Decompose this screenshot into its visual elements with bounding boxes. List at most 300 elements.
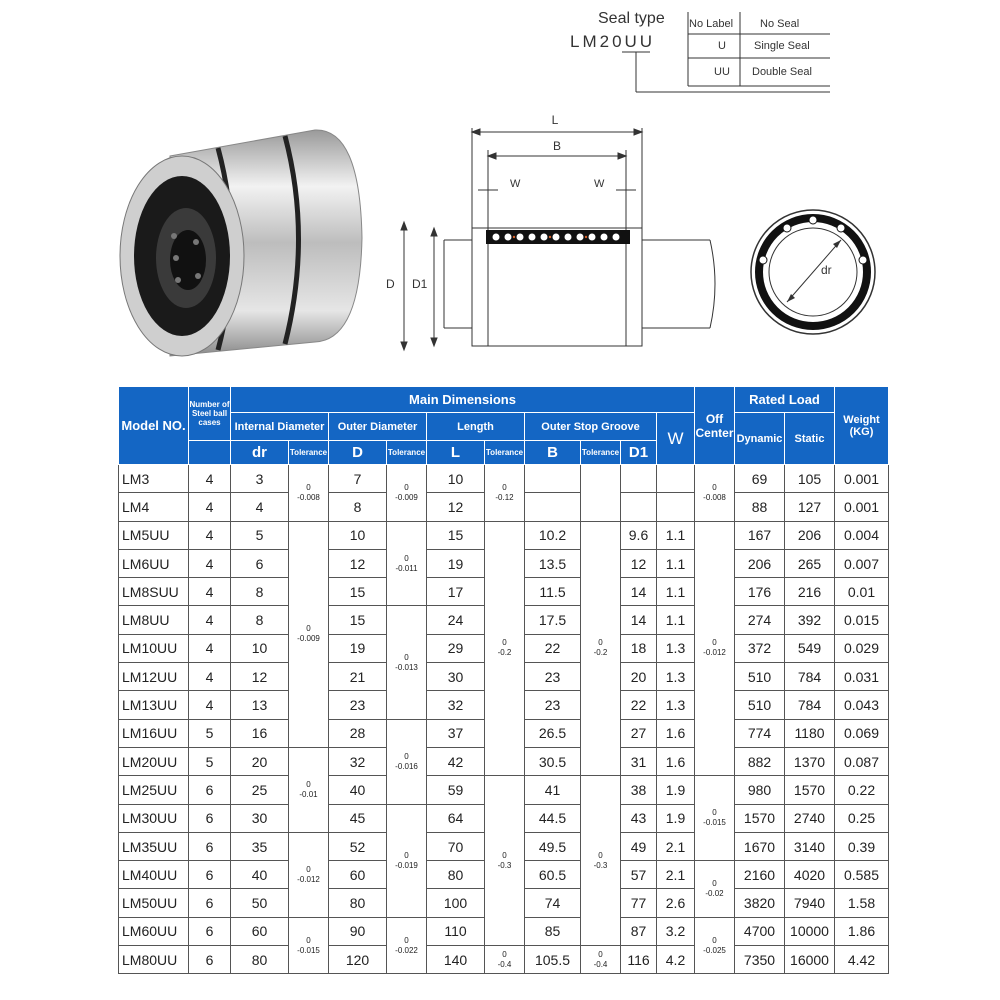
cell-balls: 5 [189, 747, 231, 775]
cell-D: 28 [329, 719, 387, 747]
cell-static: 1180 [785, 719, 835, 747]
col-internal-diameter: Internal Diameter [231, 413, 329, 441]
col-dr: dr [231, 441, 289, 465]
cell-dr: 12 [231, 663, 289, 691]
cell-W: 3.2 [657, 917, 695, 945]
cell-W: 1.3 [657, 634, 695, 662]
cell-D1: 22 [621, 691, 657, 719]
cell-dr: 13 [231, 691, 289, 719]
cell-balls: 6 [189, 776, 231, 804]
cell-weight: 0.069 [835, 719, 889, 747]
cell-static: 7940 [785, 889, 835, 917]
cell-D: 10 [329, 521, 387, 549]
cell-D1: 9.6 [621, 521, 657, 549]
cell-off-center-line: -0.02 [705, 888, 724, 898]
cell-D1 [621, 493, 657, 521]
cell-model: LM40UU [119, 861, 189, 889]
cell-dr-tolerance-line: -0.008 [297, 492, 320, 502]
cell-dr-tolerance [289, 832, 329, 917]
cell-weight: 4.42 [835, 946, 889, 974]
cell-dr: 25 [231, 776, 289, 804]
cell-balls: 4 [189, 493, 231, 521]
cell-D1: 38 [621, 776, 657, 804]
cell-static: 10000 [785, 917, 835, 945]
col-D: D [329, 441, 387, 465]
col-balls-blank [189, 441, 231, 465]
cell-D-tolerance-line: 0 [404, 652, 409, 662]
cell-L-tolerance [485, 776, 525, 946]
cell-D: 15 [329, 606, 387, 634]
cell-D-tolerance [387, 804, 427, 917]
cell-D1 [621, 465, 657, 493]
cell-D1: 57 [621, 861, 657, 889]
cell-B: 17.5 [525, 606, 581, 634]
cell-B-tolerance-line: 0 [598, 638, 603, 648]
cell-D-tolerance [387, 606, 427, 719]
seal-label-2: U [718, 40, 726, 52]
cell-off-center-line: -0.015 [703, 818, 726, 828]
cell-B: 30.5 [525, 747, 581, 775]
cell-D1: 49 [621, 832, 657, 860]
cell-dynamic: 882 [735, 747, 785, 775]
cell-dr: 8 [231, 606, 289, 634]
col-B: B [525, 441, 581, 465]
cell-dr-tolerance-line: -0.012 [297, 874, 320, 884]
cell-L: 19 [427, 549, 485, 577]
cell-D-tolerance [387, 465, 427, 522]
bearing-photo [100, 118, 370, 378]
dim-W-left-label: W [510, 178, 521, 190]
cell-model: LM8SUU [119, 578, 189, 606]
col-main-dimensions: Main Dimensions [231, 387, 695, 413]
cell-W: 1.1 [657, 521, 695, 549]
cell-B-tolerance [581, 776, 621, 946]
col-rated-load: Rated Load [735, 387, 835, 413]
cell-L-tolerance-line: 0 [502, 482, 507, 492]
cell-B-tolerance-line: -0.2 [593, 648, 608, 658]
cell-dr-tolerance-line: -0.01 [299, 789, 318, 799]
cell-B-tolerance-line: -0.3 [593, 860, 608, 870]
cell-dr: 20 [231, 747, 289, 775]
cell-D-tolerance-line: 0 [404, 553, 409, 563]
cell-model: LM25UU [119, 776, 189, 804]
cell-L: 59 [427, 776, 485, 804]
cell-D1: 116 [621, 946, 657, 974]
cell-dr-tolerance [289, 465, 329, 522]
col-length: Length [427, 413, 525, 441]
cell-dr-tolerance-line: 0 [306, 624, 311, 634]
cell-D: 90 [329, 917, 387, 945]
cell-weight: 0.004 [835, 521, 889, 549]
cell-W: 1.6 [657, 719, 695, 747]
cell-B: 85 [525, 917, 581, 945]
cell-off-center [695, 776, 735, 861]
cell-balls: 4 [189, 663, 231, 691]
cell-D: 12 [329, 549, 387, 577]
cell-W [657, 493, 695, 521]
cell-D-tolerance [387, 521, 427, 606]
cell-D-tolerance-line: -0.011 [395, 563, 418, 573]
cell-model: LM16UU [119, 719, 189, 747]
table-row [119, 946, 889, 974]
cell-weight: 0.39 [835, 832, 889, 860]
cell-static: 127 [785, 493, 835, 521]
cell-B-tolerance [581, 521, 621, 776]
col-D1: D1 [621, 441, 657, 465]
cell-dr: 35 [231, 832, 289, 860]
cell-B-tolerance [581, 946, 621, 974]
cell-W: 1.9 [657, 804, 695, 832]
col-outer-stop-groove: Outer Stop Groove [525, 413, 657, 441]
cell-D-tolerance-line: 0 [404, 935, 409, 945]
cell-static: 105 [785, 465, 835, 493]
cell-dr: 10 [231, 634, 289, 662]
cell-D: 60 [329, 861, 387, 889]
cell-dynamic: 1670 [735, 832, 785, 860]
cell-B: 26.5 [525, 719, 581, 747]
cell-static: 265 [785, 549, 835, 577]
cell-dynamic: 176 [735, 578, 785, 606]
cell-dynamic: 88 [735, 493, 785, 521]
cell-dr: 3 [231, 465, 289, 493]
cell-D1: 77 [621, 889, 657, 917]
cell-L-tolerance-line: -0.12 [495, 492, 514, 502]
col-dr-tolerance: Tolerance [289, 441, 329, 465]
cell-D: 52 [329, 832, 387, 860]
cell-static: 1370 [785, 747, 835, 775]
seal-model-example: LM20UU [570, 32, 656, 51]
cell-off-center [695, 917, 735, 974]
cell-balls: 6 [189, 946, 231, 974]
cell-B: 60.5 [525, 861, 581, 889]
cell-dr: 16 [231, 719, 289, 747]
cell-off-center-line: 0 [712, 482, 717, 492]
cell-weight: 0.015 [835, 606, 889, 634]
seal-meaning-3: Double Seal [752, 66, 812, 78]
cell-dr: 80 [231, 946, 289, 974]
col-balls: Number of Steel ball cases [189, 387, 231, 441]
cell-D1: 12 [621, 549, 657, 577]
col-off-center: Off Center [695, 387, 735, 465]
cell-L: 24 [427, 606, 485, 634]
cell-D: 120 [329, 946, 387, 974]
col-W: W [657, 413, 695, 465]
cell-L: 12 [427, 493, 485, 521]
cell-D: 19 [329, 634, 387, 662]
cell-D: 15 [329, 578, 387, 606]
cell-balls: 5 [189, 719, 231, 747]
table-row [119, 465, 889, 493]
cell-dynamic: 206 [735, 549, 785, 577]
cell-B: 10.2 [525, 521, 581, 549]
cell-D-tolerance-line: -0.009 [395, 492, 418, 502]
cell-dynamic: 1570 [735, 804, 785, 832]
cell-off-center-line: 0 [712, 808, 717, 818]
cell-D-tolerance-line: -0.016 [395, 761, 418, 771]
cell-static: 4020 [785, 861, 835, 889]
cell-balls: 4 [189, 549, 231, 577]
dim-D-label: D [386, 277, 395, 291]
cell-dr: 50 [231, 889, 289, 917]
cell-dynamic: 167 [735, 521, 785, 549]
cell-L: 15 [427, 521, 485, 549]
cell-D1: 31 [621, 747, 657, 775]
cell-W: 4.2 [657, 946, 695, 974]
cell-weight: 0.01 [835, 578, 889, 606]
cell-L: 70 [427, 832, 485, 860]
cell-L-tolerance-line: -0.2 [497, 648, 512, 658]
cell-D-tolerance-line: 0 [404, 482, 409, 492]
cell-W: 1.9 [657, 776, 695, 804]
cell-dynamic: 510 [735, 691, 785, 719]
cell-dynamic: 372 [735, 634, 785, 662]
cell-model: LM20UU [119, 747, 189, 775]
cell-W: 2.1 [657, 861, 695, 889]
cell-D: 45 [329, 804, 387, 832]
seal-type-title: Seal type [598, 10, 665, 27]
cell-B: 11.5 [525, 578, 581, 606]
cell-L: 110 [427, 917, 485, 945]
cell-L: 64 [427, 804, 485, 832]
cell-balls: 6 [189, 861, 231, 889]
cell-L-tolerance [485, 946, 525, 974]
col-B-tolerance: Tolerance [581, 441, 621, 465]
cell-model: LM4 [119, 493, 189, 521]
cell-model: LM30UU [119, 804, 189, 832]
cell-D: 40 [329, 776, 387, 804]
cell-static: 3140 [785, 832, 835, 860]
cell-W: 1.3 [657, 663, 695, 691]
cell-static: 784 [785, 663, 835, 691]
cell-B-tolerance [581, 465, 621, 522]
cell-B: 22 [525, 634, 581, 662]
cell-dr-tolerance [289, 521, 329, 747]
cell-L: 17 [427, 578, 485, 606]
cell-dr: 5 [231, 521, 289, 549]
cell-model: LM5UU [119, 521, 189, 549]
cell-L: 30 [427, 663, 485, 691]
cell-dr-tolerance-line: 0 [306, 482, 311, 492]
table-row [119, 521, 889, 549]
cell-model: LM13UU [119, 691, 189, 719]
cell-D-tolerance-line: 0 [404, 751, 409, 761]
cell-static: 549 [785, 634, 835, 662]
cell-dr: 6 [231, 549, 289, 577]
dim-dr-label: dr [821, 263, 832, 277]
cell-balls: 4 [189, 465, 231, 493]
end-view-drawing [745, 200, 885, 350]
cell-dr: 8 [231, 578, 289, 606]
cell-balls: 4 [189, 691, 231, 719]
seal-meaning-2: Single Seal [754, 40, 810, 52]
cell-dr: 60 [231, 917, 289, 945]
cell-B-tolerance-line: 0 [598, 949, 603, 959]
seal-label-3: UU [714, 66, 730, 78]
cell-weight: 1.58 [835, 889, 889, 917]
cell-D1: 18 [621, 634, 657, 662]
cell-L-tolerance [485, 465, 525, 522]
cell-D-tolerance [387, 719, 427, 804]
cell-weight: 0.001 [835, 465, 889, 493]
cell-L: 29 [427, 634, 485, 662]
cell-model: LM12UU [119, 663, 189, 691]
cell-off-center-line: 0 [712, 878, 717, 888]
cell-D1: 87 [621, 917, 657, 945]
cell-L-tolerance [485, 521, 525, 776]
cell-balls: 6 [189, 917, 231, 945]
cell-dr: 4 [231, 493, 289, 521]
cell-dr-tolerance-line: 0 [306, 779, 311, 789]
cell-B: 13.5 [525, 549, 581, 577]
col-weight: Weight (KG) [835, 387, 889, 465]
cell-B: 23 [525, 663, 581, 691]
cell-off-center [695, 465, 735, 522]
cell-weight: 0.001 [835, 493, 889, 521]
cell-balls: 4 [189, 578, 231, 606]
cell-dynamic: 7350 [735, 946, 785, 974]
cell-B: 41 [525, 776, 581, 804]
dim-L-label: L [551, 113, 559, 127]
cell-W: 1.1 [657, 549, 695, 577]
cell-L-tolerance-line: -0.3 [497, 860, 512, 870]
cell-dr: 30 [231, 804, 289, 832]
cell-dr-tolerance-line: -0.009 [297, 634, 320, 644]
cell-L: 32 [427, 691, 485, 719]
cell-dynamic: 2160 [735, 861, 785, 889]
cell-model: LM8UU [119, 606, 189, 634]
cell-model: LM35UU [119, 832, 189, 860]
cell-dynamic: 4700 [735, 917, 785, 945]
cell-off-center-line: -0.025 [703, 945, 726, 955]
cell-dr-tolerance-line: 0 [306, 935, 311, 945]
cell-L-tolerance-line: 0 [502, 850, 507, 860]
cell-weight: 0.007 [835, 549, 889, 577]
cell-weight: 1.86 [835, 917, 889, 945]
cell-D-tolerance-line: 0 [404, 850, 409, 860]
dim-B-label: B [552, 139, 562, 153]
cell-B: 49.5 [525, 832, 581, 860]
cell-dynamic: 774 [735, 719, 785, 747]
col-dynamic: Dynamic [735, 413, 785, 465]
cell-L-tolerance-line: -0.4 [497, 959, 512, 969]
cell-D: 7 [329, 465, 387, 493]
col-L: L [427, 441, 485, 465]
cell-D-tolerance-line: -0.019 [395, 860, 418, 870]
cell-D: 8 [329, 493, 387, 521]
cell-dynamic: 69 [735, 465, 785, 493]
cell-static: 206 [785, 521, 835, 549]
cell-dr-tolerance-line: 0 [306, 864, 311, 874]
cell-off-center-line: 0 [712, 638, 717, 648]
cell-D: 80 [329, 889, 387, 917]
cell-D: 32 [329, 747, 387, 775]
cell-D-tolerance-line: -0.013 [395, 662, 418, 672]
cell-L: 80 [427, 861, 485, 889]
col-D-tolerance: Tolerance [387, 441, 427, 465]
cell-weight: 0.087 [835, 747, 889, 775]
cell-dr: 40 [231, 861, 289, 889]
cell-B [525, 493, 581, 521]
cell-L: 37 [427, 719, 485, 747]
cell-dynamic: 980 [735, 776, 785, 804]
cell-W [657, 465, 695, 493]
cell-balls: 4 [189, 634, 231, 662]
dim-D1-label: D1 [412, 277, 428, 291]
cell-static: 784 [785, 691, 835, 719]
cell-dynamic: 274 [735, 606, 785, 634]
cell-B: 44.5 [525, 804, 581, 832]
cell-B-tolerance-line: -0.4 [593, 959, 608, 969]
cell-static: 216 [785, 578, 835, 606]
cell-dynamic: 3820 [735, 889, 785, 917]
cell-model: LM3 [119, 465, 189, 493]
cell-L: 42 [427, 747, 485, 775]
cell-weight: 0.22 [835, 776, 889, 804]
cell-L-tolerance-line: 0 [502, 949, 507, 959]
cell-weight: 0.031 [835, 663, 889, 691]
cell-B: 74 [525, 889, 581, 917]
cell-static: 16000 [785, 946, 835, 974]
cell-D1: 43 [621, 804, 657, 832]
cell-B: 23 [525, 691, 581, 719]
cell-weight: 0.029 [835, 634, 889, 662]
cell-B [525, 465, 581, 493]
cell-D: 23 [329, 691, 387, 719]
cell-B-tolerance-line: 0 [598, 850, 603, 860]
cell-D1: 14 [621, 578, 657, 606]
cell-L-tolerance-line: 0 [502, 638, 507, 648]
cell-dr-tolerance [289, 917, 329, 974]
cell-W: 1.3 [657, 691, 695, 719]
cell-D-tolerance [387, 917, 427, 974]
cell-D1: 20 [621, 663, 657, 691]
cell-W: 1.6 [657, 747, 695, 775]
seal-label-1: No Label [689, 18, 734, 30]
cell-dynamic: 510 [735, 663, 785, 691]
cell-static: 1570 [785, 776, 835, 804]
cell-balls: 6 [189, 804, 231, 832]
cell-L: 100 [427, 889, 485, 917]
cell-dr-tolerance-line: -0.015 [297, 945, 320, 955]
col-outer-diameter: Outer Diameter [329, 413, 427, 441]
cell-B: 105.5 [525, 946, 581, 974]
cell-static: 392 [785, 606, 835, 634]
cell-balls: 6 [189, 889, 231, 917]
cell-balls: 4 [189, 521, 231, 549]
cell-L: 140 [427, 946, 485, 974]
cell-model: LM80UU [119, 946, 189, 974]
col-L-tolerance: Tolerance [485, 441, 525, 465]
cell-static: 2740 [785, 804, 835, 832]
dim-W-right-label: W [594, 178, 605, 190]
cell-balls: 6 [189, 832, 231, 860]
cell-model: LM60UU [119, 917, 189, 945]
cell-weight: 0.043 [835, 691, 889, 719]
cell-D: 21 [329, 663, 387, 691]
cell-off-center [695, 521, 735, 776]
cell-W: 1.1 [657, 578, 695, 606]
cell-weight: 0.585 [835, 861, 889, 889]
seal-meaning-1: No Seal [760, 18, 800, 30]
cell-dr-tolerance [289, 747, 329, 832]
table-row [119, 776, 889, 804]
cell-weight: 0.25 [835, 804, 889, 832]
cell-W: 2.6 [657, 889, 695, 917]
cell-L: 10 [427, 465, 485, 493]
cell-off-center [695, 861, 735, 918]
col-model: Model NO. [119, 387, 189, 465]
cell-D1: 14 [621, 606, 657, 634]
